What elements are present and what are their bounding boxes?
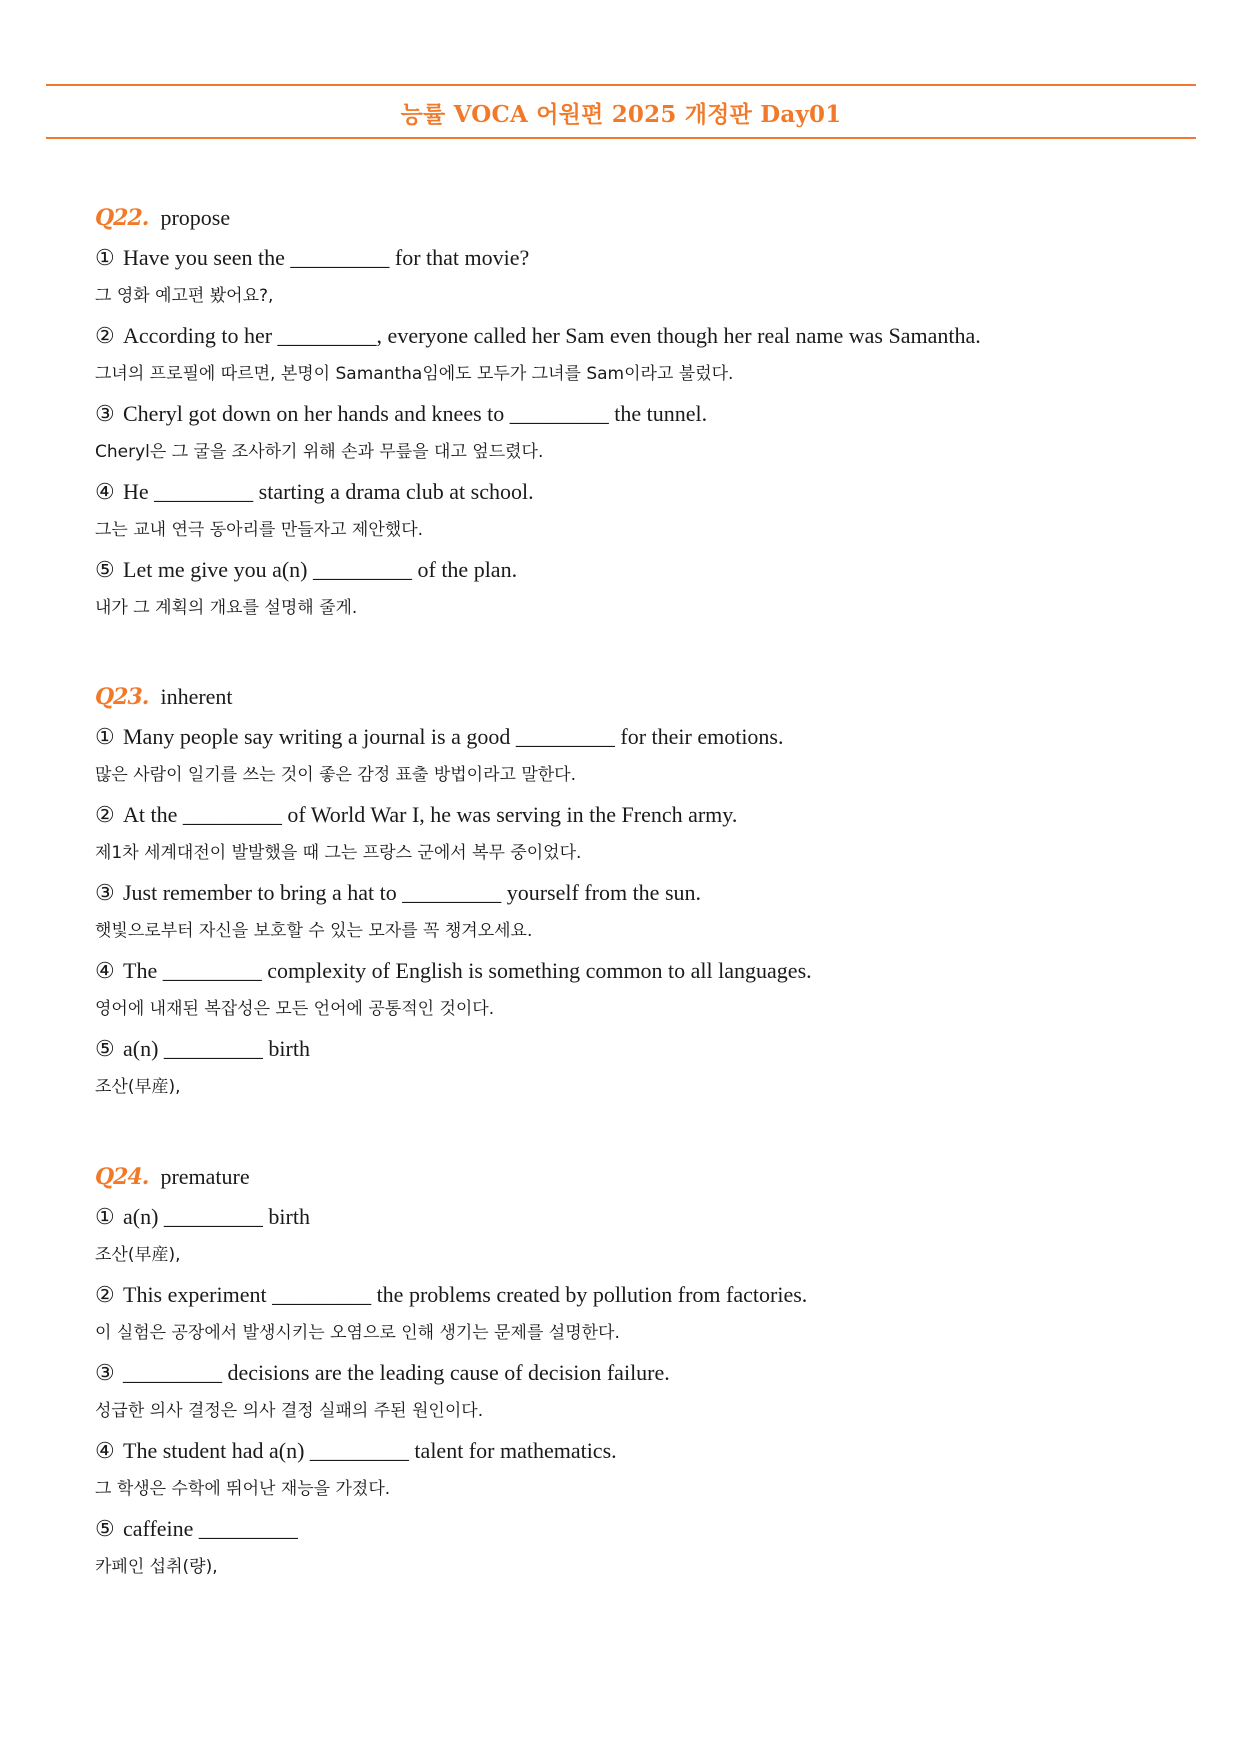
option-marker: ⑤ <box>95 557 115 582</box>
question-header <box>95 204 1195 232</box>
option-sentence <box>95 1359 1195 1387</box>
option-sentence <box>95 1515 1195 1543</box>
option-sentence <box>95 1437 1195 1465</box>
option-marker: ③ <box>95 880 115 905</box>
option-text: The student had a(n) _________ talent for mathematics. <box>123 1438 617 1463</box>
option-text: Have you seen the _________ for that movie? <box>123 245 530 270</box>
question-header <box>95 1163 1195 1191</box>
option-sentence <box>95 1203 1195 1231</box>
question-header <box>95 683 1195 711</box>
option-translation: 많은 사람이 일기를 쓰는 것이 좋은 감정 표출 방법이라고 말한다. <box>95 765 577 785</box>
question-block <box>95 683 1195 1101</box>
question-number: Q24. <box>95 1164 149 1190</box>
option-marker: ④ <box>95 479 115 504</box>
question-block <box>95 204 1195 622</box>
option-text: _________ decisions are the leading cause of decision failure. <box>123 1360 670 1385</box>
page-title: 능률 VOCA 어원편 2025 개정판 Day01 <box>400 101 842 128</box>
option-sentence <box>95 478 1195 506</box>
option-sentence <box>95 244 1195 272</box>
question-word: inherent <box>160 684 233 709</box>
option-sentence <box>95 723 1195 751</box>
option-translation: Cheryl은 그 굴을 조사하기 위해 손과 무릎을 대고 엎드렸다. <box>95 442 544 462</box>
option-marker: ① <box>95 245 115 270</box>
option-translation: 그는 교내 연극 동아리를 만들자고 제안했다. <box>95 520 424 540</box>
option-marker: ⑤ <box>95 1036 115 1061</box>
page-header <box>46 84 1196 139</box>
option-text: caffeine _________ <box>123 1516 298 1541</box>
option-translation: 이 실험은 공장에서 발생시키는 오염으로 인해 생기는 문제를 설명한다. <box>95 1323 620 1343</box>
option-translation: 그녀의 프로필에 따르면, 본명이 Samantha임에도 모두가 그녀를 Sam이라고 불렀다. <box>95 364 734 384</box>
question-number: Q23. <box>95 684 149 710</box>
option-text: At the _________ of World War I, he was serving in the French army. <box>123 802 738 827</box>
option-translation: 성급한 의사 결정은 의사 결정 실패의 주된 원인이다. <box>95 1401 484 1421</box>
option-sentence <box>95 801 1195 829</box>
option-translation: 조산(早産), <box>95 1077 181 1097</box>
option-sentence <box>95 957 1195 985</box>
option-text: a(n) _________ birth <box>123 1204 310 1229</box>
option-text: Cheryl got down on her hands and knees to _________ the tunnel. <box>123 401 708 426</box>
question-number: Q22. <box>95 205 149 231</box>
question-word: premature <box>160 1164 250 1189</box>
option-translation: 햇빛으로부터 자신을 보호할 수 있는 모자를 꼭 챙겨오세요. <box>95 921 533 941</box>
option-text: Just remember to bring a hat to _________ yourself from the sun. <box>123 880 702 905</box>
option-marker: ② <box>95 323 115 348</box>
option-sentence <box>95 1035 1195 1063</box>
option-marker: ① <box>95 724 115 749</box>
option-marker: ⑤ <box>95 1516 115 1541</box>
option-text: Let me give you a(n) _________ of the plan. <box>123 557 518 582</box>
option-text: a(n) _________ birth <box>123 1036 310 1061</box>
option-translation: 조산(早産), <box>95 1245 181 1265</box>
option-translation: 그 영화 예고편 봤어요?, <box>95 286 274 306</box>
option-text: The _________ complexity of English is something common to all languages. <box>123 958 812 983</box>
option-translation: 영어에 내재된 복잡성은 모든 언어에 공통적인 것이다. <box>95 999 495 1019</box>
option-text: Many people say writing a journal is a good _________ for their emotions. <box>123 724 784 749</box>
option-text: This experiment _________ the problems created by pollution from factories. <box>123 1282 808 1307</box>
option-text: He _________ starting a drama club at school. <box>123 479 534 504</box>
option-marker: ② <box>95 802 115 827</box>
option-translation: 제1차 세계대전이 발발했을 때 그는 프랑스 군에서 복무 중이었다. <box>95 843 582 863</box>
option-translation: 내가 그 계획의 개요를 설명해 줄게. <box>95 598 358 618</box>
option-marker: ② <box>95 1282 115 1307</box>
question-block <box>95 1163 1195 1581</box>
option-sentence <box>95 400 1195 428</box>
option-marker: ① <box>95 1204 115 1229</box>
option-translation: 카페인 섭취(량), <box>95 1557 218 1577</box>
option-text: According to her _________, everyone called her Sam even though her real name was Samantha. <box>123 323 981 348</box>
option-sentence <box>95 1281 1195 1309</box>
option-marker: ④ <box>95 1438 115 1463</box>
option-marker: ④ <box>95 958 115 983</box>
option-sentence <box>95 556 1195 584</box>
option-translation: 그 학생은 수학에 뛰어난 재능을 가졌다. <box>95 1479 391 1499</box>
option-marker: ③ <box>95 1360 115 1385</box>
option-marker: ③ <box>95 401 115 426</box>
option-sentence <box>95 322 1195 350</box>
question-word: propose <box>160 205 231 230</box>
option-sentence <box>95 879 1195 907</box>
